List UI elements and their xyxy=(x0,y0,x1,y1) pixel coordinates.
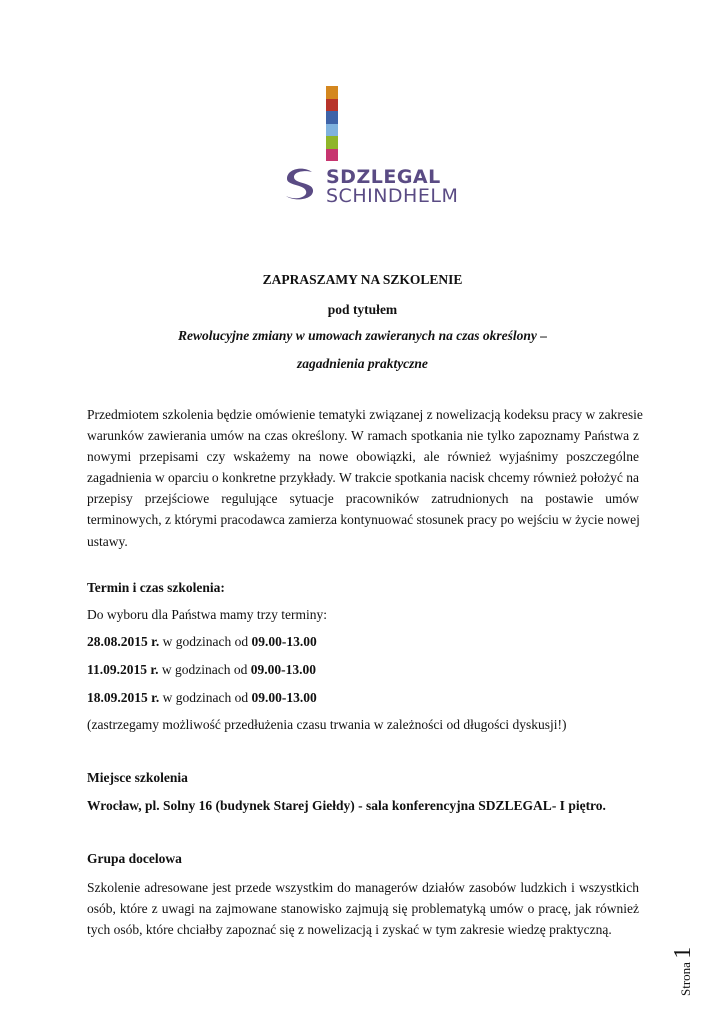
logo-bar xyxy=(326,111,338,124)
logo-bar xyxy=(326,99,338,112)
logo-line1: SDZLEGAL xyxy=(326,166,441,188)
termin-intro: Do wyboru dla Państwa mamy trzy terminy: xyxy=(87,607,327,622)
logo-color-bars xyxy=(326,86,338,161)
logo-bar xyxy=(326,124,338,137)
paragraph-line: Przedmiotem szkolenia będzie omówienie tematyki związanej z nowelizacją kodeksu pracy w zakresie xyxy=(87,407,643,422)
logo-swoosh-icon xyxy=(282,166,318,202)
logo-bar xyxy=(326,86,338,99)
date-option xyxy=(87,662,316,678)
date-value: 11.09.2015 r. xyxy=(87,662,159,677)
date-option xyxy=(87,690,317,706)
date-mid-text: w godzinach od xyxy=(159,690,252,705)
venue-address: Wrocław, pl. Solny 16 (budynek Starej Giełdy) - sala konferencyjna SDZLEGAL- I piętro. xyxy=(87,798,606,813)
duration-note: (zastrzegamy możliwość przedłużenia czasu trwania w zależności od długości dyskusji!) xyxy=(87,717,567,732)
date-hours: 09.00-13.00 xyxy=(251,634,317,649)
logo-bar xyxy=(326,136,338,149)
paragraph-line: zagadnienia w oparciu o konkretne przykłady. W trakcie spotkania nacisk chcemy również położyć na xyxy=(87,470,639,486)
paragraph-line: nowymi przepisami czy wskażemy na nowe obowiązki, ale również wyjaśnimy poszczególne xyxy=(87,449,639,465)
logo-line2: SCHINDHELM xyxy=(326,185,459,207)
paragraph-line: ustawy. xyxy=(87,533,128,549)
logo-wordmark xyxy=(326,168,458,206)
date-hours: 09.00-13.00 xyxy=(251,690,317,705)
target-group-paragraph xyxy=(87,877,639,940)
date-option xyxy=(87,634,317,650)
date-value: 28.08.2015 r. xyxy=(87,634,160,649)
paragraph-line: osób, które z uwagi na zajmowane stanowisko zajmują się problematyką umów o pracę, jak również xyxy=(87,901,639,917)
invitation-subheading: pod tytułem xyxy=(327,302,398,317)
logo-bar xyxy=(326,149,338,162)
paragraph-line: tych osób, które chciałby zapoznać się z nowelizacją i zyskać w tym zakresie wiedzę praktyczną. xyxy=(87,922,612,938)
date-hours: 09.00-13.00 xyxy=(250,662,316,677)
paragraph-line: terminowych, z którymi pracodawca zamierza kontynuować stosunek pracy po wejściu w życie nowej xyxy=(87,512,640,528)
paragraph-line: warunków zawierania umów na czas określony. W ramach spotkania nie tylko zapoznamy Państwa z xyxy=(87,428,639,444)
training-title-line1: Rewolucyjne zmiany w umowach zawieranych na czas określony – xyxy=(177,328,548,343)
paragraph-line: przepisy przejściowe regulujące sytuacje pracowników zatrudnionych na postawie umów xyxy=(87,491,639,507)
company-logo xyxy=(282,86,459,207)
date-mid-text: w godzinach od xyxy=(158,662,251,677)
strona-label: Strona xyxy=(678,962,693,996)
intro-paragraph xyxy=(87,404,643,552)
page-number-label xyxy=(670,947,697,996)
termin-heading: Termin i czas szkolenia: xyxy=(87,580,225,595)
page-footer xyxy=(670,940,710,1000)
paragraph-line: Szkolenie adresowane jest przede wszystkim do managerów działów zasobów ludzkich i wszystkich xyxy=(87,880,639,895)
grupa-heading: Grupa docelowa xyxy=(87,851,182,866)
invitation-heading: ZAPRASZAMY NA SZKOLENIE xyxy=(262,272,463,287)
date-value: 18.09.2015 r. xyxy=(87,690,160,705)
miejsce-heading: Miejsce szkolenia xyxy=(87,770,188,785)
date-mid-text: w godzinach od xyxy=(159,634,252,649)
page-number: 1 xyxy=(670,946,696,959)
training-title-line2: zagadnienia praktyczne xyxy=(297,356,428,371)
